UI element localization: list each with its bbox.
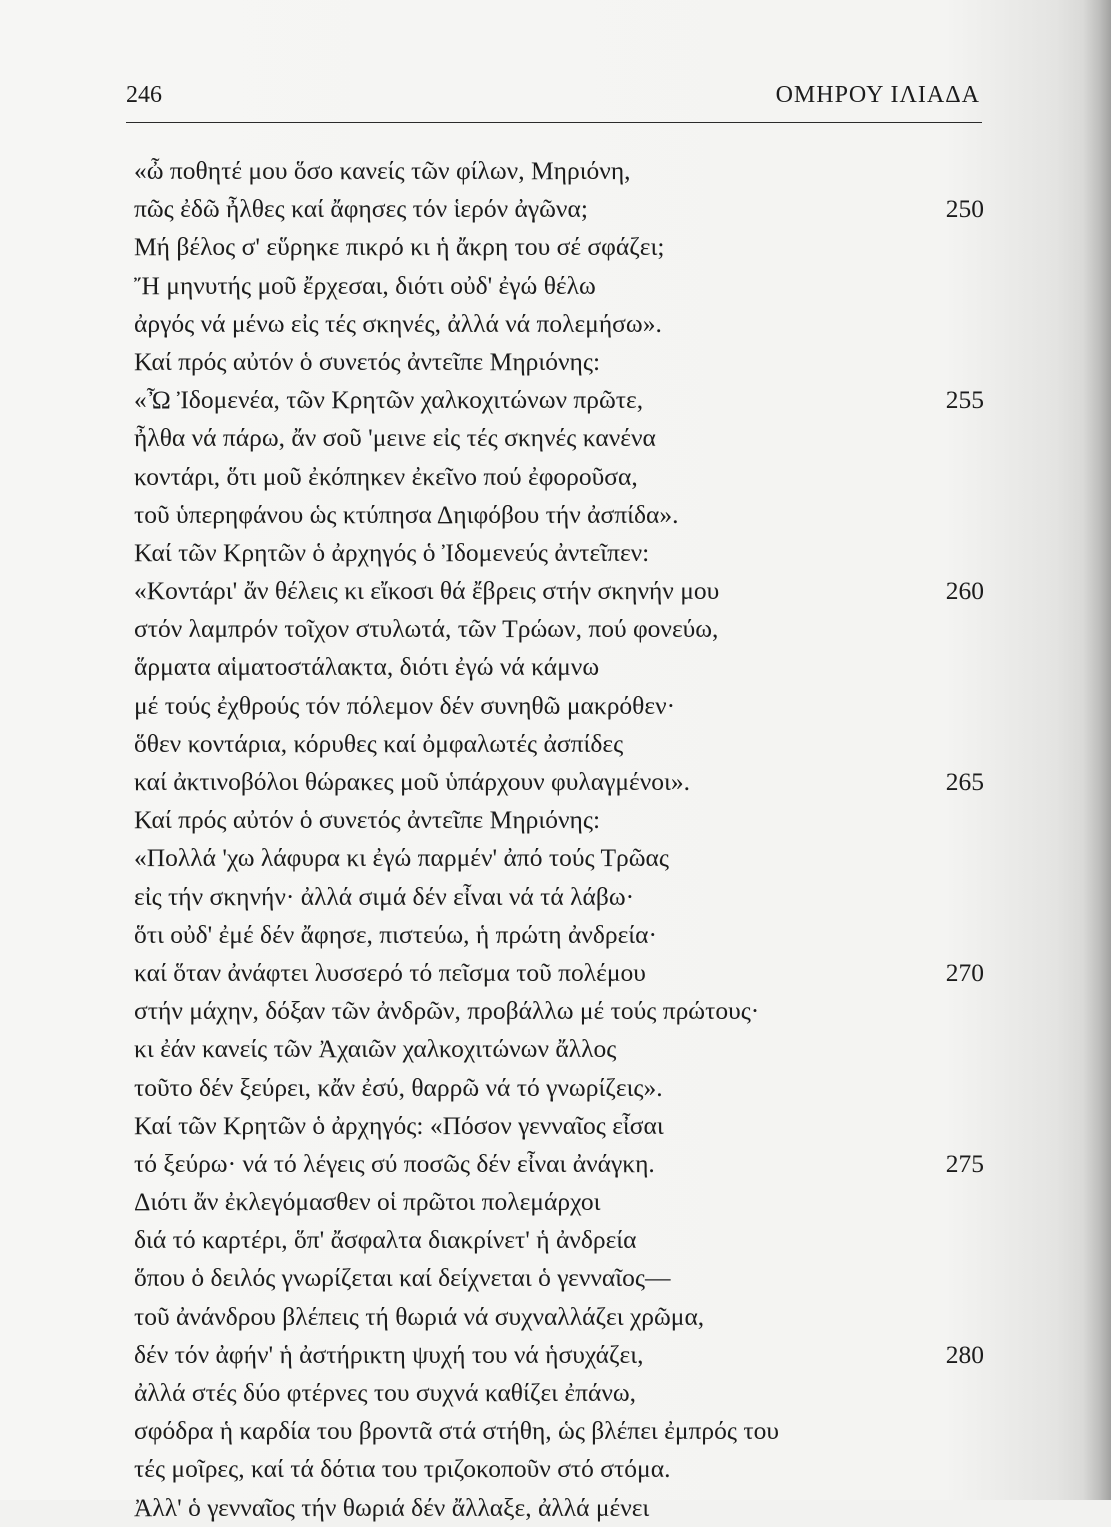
verse-text: τοῦ ὑπερηφάνου ὡς κτύπησα Δηιφόβου τήν ἀσπίδα». [134, 499, 679, 529]
verse-line [134, 954, 984, 992]
verse-line [134, 1412, 984, 1450]
verse-text: κοντάρι, ὅτι μοῦ ἐκόπηκεν ἐκεῖνο πού ἐφοροῦσα, [134, 461, 638, 491]
header-rule [126, 122, 982, 123]
verse-text: Καί τῶν Κρητῶν ὁ ἀρχηγός: «Πόσον γενναῖος εἶσαι [134, 1110, 664, 1140]
verse-text: καί ὅταν ἀνάφτει λυσσερό τό πεῖσμα τοῦ πολέμου [134, 957, 646, 987]
verse-line [134, 992, 984, 1030]
verse-number: 270 [945, 957, 984, 987]
page-header [126, 82, 980, 116]
verse-text: ἀργός νά μένω εἰς τές σκηνές, ἀλλά νά πολεμήσω». [134, 308, 662, 338]
verse-text: δέν τόν ἀφήν' ἡ ἀστήρικτη ψυχή του νά ἡσυχάζει, [134, 1339, 644, 1369]
verse-text: στόν λαμπρόν τοῖχον στυλωτά, τῶν Τρώων, πού φονεύω, [134, 614, 719, 644]
verse-line [134, 190, 984, 228]
verse-text: «ὦ ποθητέ μου ὅσο κανείς τῶν φίλων, Μηριόνη, [134, 156, 631, 185]
verse-line [134, 267, 984, 305]
running-title: ΟΜΗΡΟΥ ΙΛΙΑΔΑ [775, 82, 980, 108]
verse-list [134, 152, 984, 1527]
verse-text: σφόδρα ἡ καρδία του βροντᾶ στά στήθη, ὡς βλέπει ἐμπρός του [134, 1416, 779, 1446]
verse-line [134, 1145, 984, 1183]
verse-line [134, 1221, 984, 1259]
verse-text: «Ὦ Ἰδομενέα, τῶν Κρητῶν χαλκοχιτώνων πρῶτε, [134, 385, 644, 415]
verse-line [134, 381, 984, 419]
verse-text: κι ἐάν κανείς τῶν Ἀχαιῶν χαλκοχιτώνων ἄλλος [134, 1034, 617, 1064]
verse-line [134, 1336, 984, 1374]
verse-text: ὅπου ὁ δειλός γνωρίζεται καί δείχνεται ὁ γενναῖος— [134, 1263, 671, 1293]
verse-text: καί ἀκτινοβόλοι θώρακες μοῦ ὑπάρχουν φυλαγμένοι». [134, 767, 691, 796]
verse-text: ἀλλά στές δύο φτέρνες του συχνά καθίζει ἐπάνω, [134, 1378, 637, 1407]
verse-text: τές μοῖρες, καί τά δότια του τριζοκοποῦν στό στόμα. [134, 1454, 671, 1484]
verse-text: ὅτι οὐδ' ἐμέ δέν ἄφησε, πιστεύω, ἡ πρώτη ἀνδρεία· [134, 919, 657, 949]
verse-text: εἰς τήν σκηνήν· ἀλλά σιμά δέν εἶναι νά τά λάβω· [134, 881, 635, 911]
verse-line [134, 1030, 984, 1068]
verse-line [134, 419, 984, 457]
verse-line [134, 572, 984, 610]
verse-line [134, 1107, 984, 1145]
verse-text: στήν μάχην, δόξαν τῶν ἀνδρῶν, προβάλλω μέ τούς πρώτους· [134, 996, 760, 1026]
verse-number: 275 [945, 1148, 984, 1178]
verse-line [134, 839, 984, 877]
verse-text: πῶς ἐδῶ ἦλθες καί ἄφησες τόν ἱερόν ἀγῶνα; [134, 194, 588, 224]
verse-text: Καί τῶν Κρητῶν ὁ ἀρχηγός ὁ Ἰδομενεύς ἀντεῖπεν: [134, 537, 650, 567]
verse-line [134, 687, 984, 725]
verse-number: 265 [945, 767, 984, 796]
verse-text: Ἀλλ' ὁ γενναῖος τήν θωριά δέν ἄλλαξε, ἀλλά μένει [134, 1492, 650, 1522]
verse-line [134, 801, 984, 839]
verse-line [134, 1374, 984, 1412]
verse-text: Μή βέλος σ' εὕρηκε πικρό κι ἡ ἄκρη του σέ σφάζει; [134, 232, 665, 262]
verse-line [134, 1298, 984, 1336]
verse-line [134, 648, 984, 686]
verse-line [134, 610, 984, 648]
verse-line [134, 458, 984, 496]
verse-text: «Πολλά 'χω λάφυρα κι ἐγώ παρμέν' ἀπό τούς Τρῶας [134, 843, 670, 873]
verse-line [134, 1183, 984, 1221]
verse-line [134, 878, 984, 916]
verse-text: «Κοντάρι' ἄν θέλεις κι εἴκοσι θά ἔβρεις στήν σκηνήν μου [134, 576, 720, 606]
page-number: 246 [126, 82, 162, 108]
verse-text: ὅθεν κοντάρια, κόρυθες καί ὀμφαλωτές ἀσπίδες [134, 728, 624, 758]
verse-number: 260 [945, 576, 984, 606]
verse-line [134, 496, 984, 534]
verse-text: Καί πρός αὐτόν ὁ συνετός ἀντεῖπε Μηριόνης: [134, 805, 601, 835]
binding-shadow [1083, 0, 1111, 1500]
verse-line [134, 1259, 984, 1297]
verse-line [134, 1450, 984, 1488]
verse-text: τοῦτο δέν ξεύρει, κἄν ἐσύ, θαρρῶ νά τό γνωρίζεις». [134, 1072, 663, 1102]
verse-line [134, 725, 984, 763]
verse-line [134, 343, 984, 381]
verse-line [134, 305, 984, 343]
verse-text: Διότι ἄν ἐκλεγόμασθεν οἱ πρῶτοι πολεμάρχοι [134, 1187, 601, 1217]
verse-text: Ἤ μηνυτής μοῦ ἔρχεσαι, διότι οὐδ' ἐγώ θέλω [134, 270, 596, 300]
verse-number: 250 [945, 194, 984, 224]
verse-line [134, 1489, 984, 1527]
verse-line [134, 1069, 984, 1107]
verse-text: Καί πρός αὐτόν ὁ συνετός ἀντεῖπε Μηριόνης: [134, 346, 601, 376]
verse-text: διά τό καρτέρι, ὅπ' ἄσφαλτα διακρίνετ' ἡ ἀνδρεία [134, 1225, 637, 1255]
verse-number: 255 [945, 385, 984, 415]
verse-line [134, 763, 984, 801]
verse-number: 280 [945, 1339, 984, 1369]
verse-text: τό ξεύρω· νά τό λέγεις σύ ποσῶς δέν εἶναι ἀνάγκη. [134, 1148, 655, 1178]
verse-line [134, 916, 984, 954]
verse-text: ἦλθα νά πάρω, ἄν σοῦ 'μεινε εἰς τές σκηνές κανένα [134, 423, 656, 453]
verse-line [134, 228, 984, 266]
verse-line [134, 534, 984, 572]
verse-text: μέ τούς ἐχθρούς τόν πόλεμον δέν συνηθῶ μακρόθεν· [134, 690, 676, 720]
verse-line [134, 152, 984, 190]
verse-text: τοῦ ἀνάνδρου βλέπεις τή θωριά νά συχναλλάζει χρῶμα, [134, 1301, 705, 1331]
verse-text: ἅρματα αἱματοστάλακτα, διότι ἐγώ νά κάμνω [134, 652, 600, 682]
